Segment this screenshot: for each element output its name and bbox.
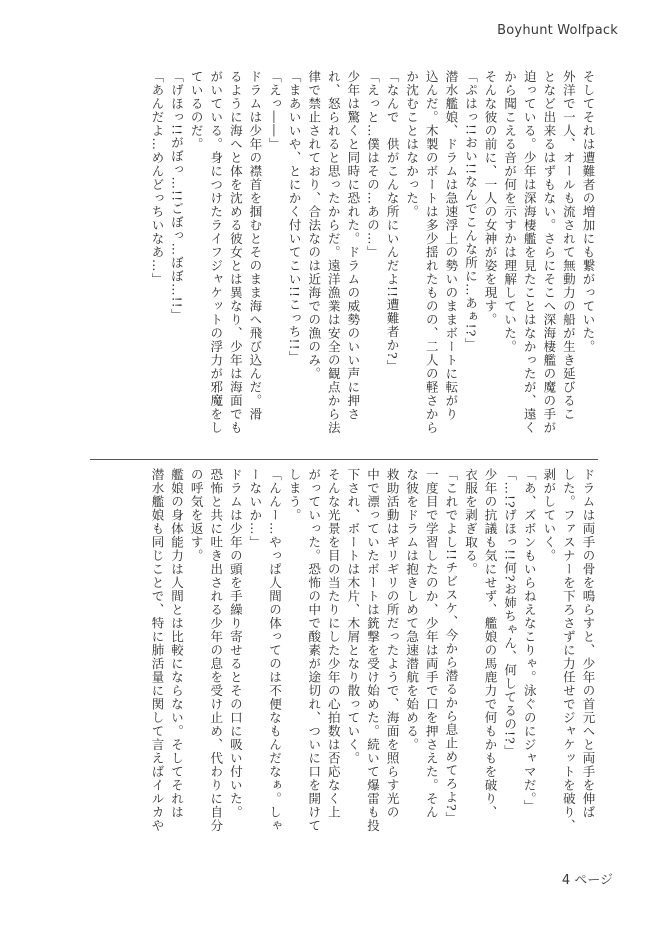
text-line: となど出来るはずもない。さらにそこへ深海棲艦の魔の手が <box>541 70 557 435</box>
text-line: ドラムは両手の骨を鳴らすと、少年の首元へと両手を伸ば <box>581 468 596 819</box>
text-line: 少年の抗議も気にせず、艦娘の馬鹿力で何もかもを破り、 <box>483 468 499 819</box>
text-line: な彼をドラムは抱きしめて急速潜航を始める。 <box>404 468 420 752</box>
text-block-bottom <box>90 468 598 853</box>
text-line: 「ぷはっ!!おい!!なんでこんな所に…あぁ!?」 <box>463 70 479 351</box>
text-line: そんな光景を目の当たりにした少年の心拍数は否応なく上 <box>326 468 342 819</box>
text-line: しまう。 <box>287 468 303 522</box>
text-line: 「これでよし!!チビスケ、今から潜るから息止めてろよ?」 <box>443 468 459 826</box>
text-line: がっていった。恐怖の中で酸素が途切れ、ついに口を開けて <box>306 468 322 833</box>
page-number: 4 ページ <box>561 873 613 888</box>
text-line: 「げほっ!!がぼっ…!!ごぼっ…ぼぼ…!!」 <box>169 70 185 323</box>
text-line: 救助活動はギリギリの所だったようで、海面を照らす光の <box>385 468 401 819</box>
text-line: 衣服を剥ぎ取る。 <box>463 468 479 576</box>
text-line: 「あんだよ…めんどっちいなあ…」 <box>149 70 165 286</box>
text-line: 少年は驚くと同時に恐れた。ドラムの威勢のいい声に押さ <box>345 70 361 421</box>
text-line: 剥がしていく。 <box>541 468 557 563</box>
text-line: がいている。身につけたライフジャケットの浮力が邪魔をし <box>208 70 224 435</box>
text-line: ーないか…」 <box>247 468 263 549</box>
text-line: 「なんで 供がこんな所にいんだよ!!遭難者か?」 <box>385 70 401 374</box>
text-line: 「あ、ズボンもいらねえなこりゃ。泳ぐのにジャマだ。」 <box>522 468 538 813</box>
text-line: 「えっ――」 <box>267 70 283 151</box>
text-line: 込んだ。木製のボートは多少揺れたものの、二人の軽さから <box>424 70 440 435</box>
text-line: 「えっと…僕はその…あの…」 <box>365 70 381 259</box>
text-line: 「まあいいや、とにかく付いてこい!!こっち!!」 <box>287 70 303 365</box>
text-line: るように海へと体を沈める彼女とは異なり、少年は海面でも <box>228 70 244 435</box>
text-line: 下され、ボートは木片、木屑となり散っていく。 <box>345 468 361 765</box>
text-line: 潜水艦娘、ドラムは急速浮上の勢いのままボートに転がり <box>443 70 459 421</box>
text-line: ドラムは少年の頭を手繰り寄せるとその口に吸い付いた。 <box>228 468 244 819</box>
text-line: 「んんー…やっぱ人間の体ってのは不便なもんだなぁ。しゃ <box>267 468 283 833</box>
text-line: の呼気を返す。 <box>189 468 205 563</box>
text-line: か沈むことはなかった。 <box>404 70 420 219</box>
text-line: した。ファスナーを下ろさずに力任せでジャケットを破り、 <box>561 468 577 833</box>
text-line: 恐怖と共に吐き出される少年の息を受け止め、代わりに自分 <box>208 468 224 833</box>
text-line: 一度目で学習したのか、少年は両手で口を押さえた。そん <box>424 468 440 819</box>
text-block-top <box>90 70 598 440</box>
text-line: 中で漂っていたボートは銃撃を受け始めた。続いて爆雷も投 <box>365 468 381 833</box>
text-line: 潜水艦娘も同じことで、特に肺活量に関して言えばイルカや <box>149 468 165 833</box>
text-line: 律で禁止されており、合法なのは近海での漁のみ。 <box>306 70 322 381</box>
document-title: Boyhunt Wolfpack <box>497 23 618 38</box>
text-line: そしてそれは遭難者の増加にも繋がっていた。 <box>581 70 596 354</box>
section-divider <box>90 459 598 460</box>
text-line: 迫っている。少年は深海棲艦を見たことはなかったが、遠く <box>522 70 538 435</box>
text-line: 艦娘の身体能力は人間とは比較にならない。そしてそれは <box>169 468 185 819</box>
text-line: ているのだ。 <box>189 70 205 151</box>
text-line: ドラムは少年の襟首を掴むとそのまま海へ飛び込んだ。滑 <box>247 70 263 421</box>
text-line: そんな彼の前に、一人の女神が姿を現す。 <box>483 70 499 327</box>
text-line: から聞こえる音が何を示すかは理解していた。 <box>502 70 518 354</box>
text-line: 外洋で一人、オールも流されて無動力の船が生き延びるこ <box>561 70 577 421</box>
text-line: れ、怒られると思ったからだ。遠洋漁業は安全の観点から法 <box>326 70 342 435</box>
text-line: 「…!?げほっ!!何?お姉ちゃん、何してるの!?」 <box>502 468 518 759</box>
